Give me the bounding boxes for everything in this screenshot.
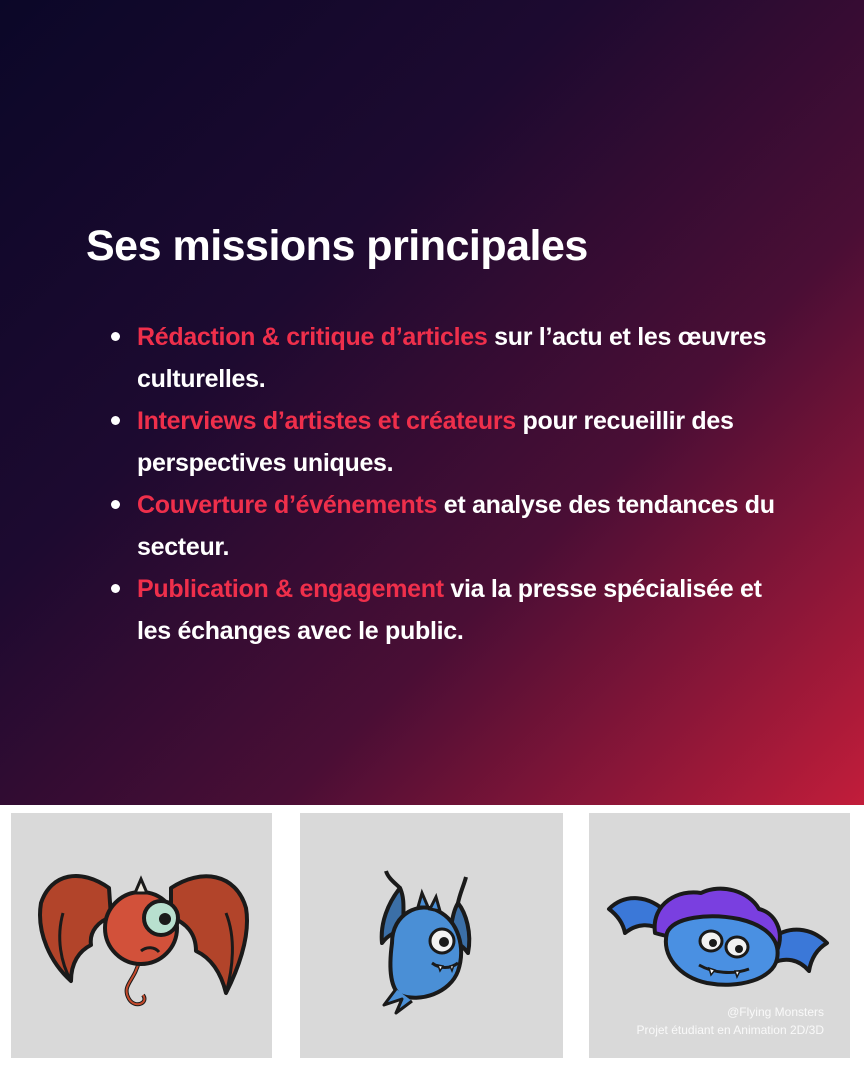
mission-item — [108, 400, 808, 484]
bullet-icon — [111, 584, 120, 593]
mission-text: sur l’actu et les œuvres — [487, 323, 767, 351]
mission-highlight: Couverture d’événements — [137, 491, 438, 519]
page-title: Ses missions principales — [86, 222, 588, 270]
red-cyclops-bat-monster-icon — [11, 813, 272, 1058]
mission-highlight: Publication & engagement — [137, 575, 444, 603]
gallery-image-red-monster — [11, 813, 272, 1058]
gallery-image-purple-monster — [589, 813, 850, 1058]
monster-gallery — [0, 805, 864, 1080]
mission-text-continued: les échanges avec le public. — [137, 617, 464, 645]
mission-text-continued: perspectives uniques. — [137, 449, 394, 477]
bullet-icon — [111, 500, 120, 509]
mission-item — [108, 484, 808, 568]
blue-furry-bat-monster-icon — [300, 813, 563, 1058]
credit-project: Projet étudiant en Animation 2D/3D — [636, 1023, 824, 1037]
mission-item — [108, 568, 808, 652]
mission-item — [108, 316, 808, 400]
mission-highlight: Rédaction & critique d’articles — [137, 323, 488, 351]
bullet-icon — [111, 416, 120, 425]
credit-handle: @Flying Monsters — [727, 1005, 824, 1019]
mission-text-continued: culturelles. — [137, 365, 266, 393]
missions-list — [108, 316, 808, 652]
mission-text: et analyse des tendances du — [437, 491, 775, 519]
mission-highlight: Interviews d’artistes et créateurs — [137, 407, 516, 435]
image-credits — [637, 1003, 824, 1039]
mission-text-continued: secteur. — [137, 533, 230, 561]
bullet-icon — [111, 332, 120, 341]
mission-text: via la presse spécialisée et — [443, 575, 762, 603]
mission-text: pour recueillir des — [515, 407, 734, 435]
gallery-image-blue-monster — [300, 813, 563, 1058]
